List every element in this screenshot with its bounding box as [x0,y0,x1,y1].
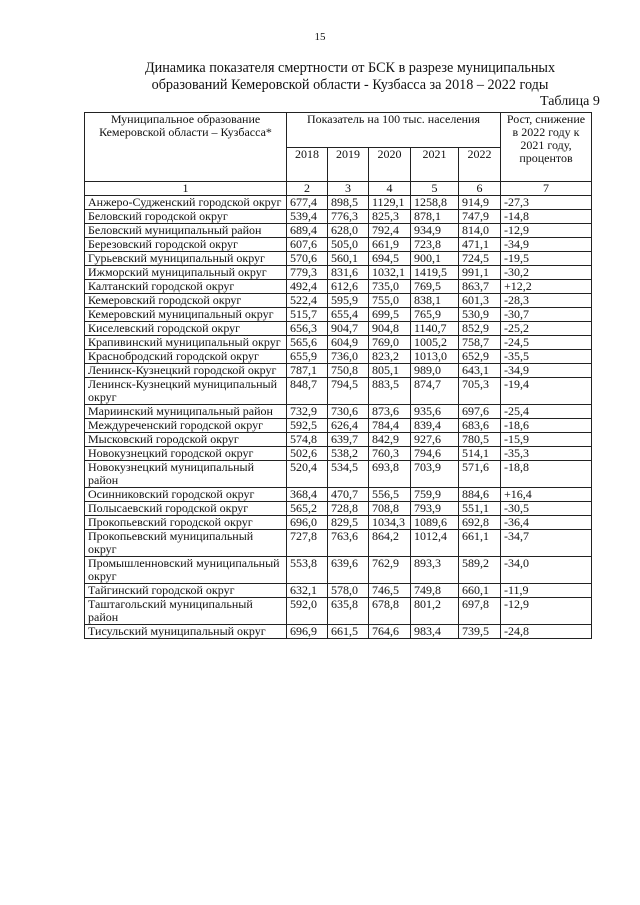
value-2022-cell: 661,1 [459,530,501,557]
municipality-name-cell: Калтанский городской округ [85,280,287,294]
value-2018-cell: 520,4 [287,461,328,488]
municipality-name-cell: Кемеровский муниципальный округ [85,308,287,322]
value-2021-cell: 839,4 [411,419,459,433]
value-2021-cell: 934,9 [411,224,459,238]
header-year: 2019 [328,147,369,182]
value-2019-cell: 534,5 [328,461,369,488]
value-2019-cell: 628,0 [328,224,369,238]
value-2019-cell: 661,5 [328,625,369,639]
value-2022-cell: 747,9 [459,210,501,224]
table-row [85,238,592,252]
value-2022-cell: 724,5 [459,252,501,266]
value-2018-cell: 553,8 [287,557,328,584]
table-row [85,322,592,336]
table-row [85,280,592,294]
change-cell: -28,3 [501,294,592,308]
table-row [85,598,592,625]
municipality-name-cell: Кемеровский городской округ [85,294,287,308]
value-2021-cell: 1012,4 [411,530,459,557]
table-row [85,350,592,364]
title-line-1: Динамика показателя смертности от БСК в разрезе муниципальных [144,60,556,76]
value-2019-cell: 655,4 [328,308,369,322]
value-2022-cell: 660,1 [459,584,501,598]
table-row [85,294,592,308]
value-2019-cell: 736,0 [328,350,369,364]
value-2021-cell: 759,9 [411,488,459,502]
value-2019-cell: 560,1 [328,252,369,266]
municipality-name-cell: Беловский городской округ [85,210,287,224]
value-2022-cell: 530,9 [459,308,501,322]
value-2022-cell: 705,3 [459,378,501,405]
change-cell: +12,2 [501,280,592,294]
value-2018-cell: 656,3 [287,322,328,336]
value-2021-cell: 723,8 [411,238,459,252]
value-2019-cell: 730,6 [328,405,369,419]
value-2021-cell: 801,2 [411,598,459,625]
value-2020-cell: 699,5 [369,308,411,322]
value-2022-cell: 589,2 [459,557,501,584]
change-cell: -35,3 [501,447,592,461]
value-2018-cell: 539,4 [287,210,328,224]
table-row [85,461,592,488]
change-cell: -19,4 [501,378,592,405]
value-2018-cell: 492,4 [287,280,328,294]
value-2021-cell: 1005,2 [411,336,459,350]
value-2020-cell: 1034,3 [369,516,411,530]
value-2020-cell: 873,6 [369,405,411,419]
change-cell: -15,9 [501,433,592,447]
table-row [85,488,592,502]
municipality-name-cell: Промышленновский муниципальный округ [85,557,287,584]
change-cell: -27,3 [501,196,592,210]
value-2021-cell: 900,1 [411,252,459,266]
value-2021-cell: 878,1 [411,210,459,224]
value-2020-cell: 784,4 [369,419,411,433]
value-2021-cell: 1089,6 [411,516,459,530]
value-2021-cell: 793,9 [411,502,459,516]
value-2020-cell: 764,6 [369,625,411,639]
change-cell: +16,4 [501,488,592,502]
value-2019-cell: 639,7 [328,433,369,447]
municipality-name-cell: Анжеро-Судженский городской округ [85,196,287,210]
value-2019-cell: 750,8 [328,364,369,378]
change-cell: -34,9 [501,364,592,378]
value-2022-cell: 652,9 [459,350,501,364]
municipality-name-cell: Тисульский муниципальный округ [85,625,287,639]
value-2021-cell: 1140,7 [411,322,459,336]
value-2018-cell: 632,1 [287,584,328,598]
value-2018-cell: 607,6 [287,238,328,252]
table-row [85,584,592,598]
value-2022-cell: 991,1 [459,266,501,280]
value-2022-cell: 471,1 [459,238,501,252]
value-2020-cell: 556,5 [369,488,411,502]
value-2022-cell: 863,7 [459,280,501,294]
value-2020-cell: 864,2 [369,530,411,557]
value-2020-cell: 755,0 [369,294,411,308]
value-2018-cell: 727,8 [287,530,328,557]
table-row [85,502,592,516]
value-2019-cell: 776,3 [328,210,369,224]
header-year: 2022 [459,147,501,182]
value-2022-cell: 643,1 [459,364,501,378]
table-row [85,308,592,322]
municipality-name-cell: Ижморский муниципальный округ [85,266,287,280]
value-2022-cell: 683,6 [459,419,501,433]
value-2022-cell: 697,6 [459,405,501,419]
value-2020-cell: 823,2 [369,350,411,364]
value-2022-cell: 852,9 [459,322,501,336]
value-2021-cell: 935,6 [411,405,459,419]
value-2020-cell: 762,9 [369,557,411,584]
value-2019-cell: 470,7 [328,488,369,502]
municipality-name-cell: Новокузнецкий муниципальный район [85,461,287,488]
value-2018-cell: 522,4 [287,294,328,308]
value-2019-cell: 763,6 [328,530,369,557]
change-cell: -18,8 [501,461,592,488]
value-2018-cell: 696,9 [287,625,328,639]
municipality-name-cell: Мысковский городской округ [85,433,287,447]
change-cell: -18,6 [501,419,592,433]
value-2018-cell: 565,6 [287,336,328,350]
value-2021-cell: 1258,8 [411,196,459,210]
value-2019-cell: 898,5 [328,196,369,210]
value-2020-cell: 746,5 [369,584,411,598]
change-cell: -12,9 [501,224,592,238]
table-title [110,60,590,94]
municipality-name-cell: Прокопьевский городской округ [85,516,287,530]
mortality-table [84,112,592,639]
table-row [85,530,592,557]
change-cell: -34,7 [501,530,592,557]
value-2019-cell: 829,5 [328,516,369,530]
value-2020-cell: 678,8 [369,598,411,625]
value-2022-cell: 571,6 [459,461,501,488]
value-2019-cell: 595,9 [328,294,369,308]
table-label: Таблица 9 [540,94,600,109]
value-2018-cell: 515,7 [287,308,328,322]
column-index: 2 [287,182,328,196]
municipality-name-cell: Киселевский городской округ [85,322,287,336]
value-2020-cell: 769,0 [369,336,411,350]
value-2021-cell: 749,8 [411,584,459,598]
change-cell: -30,7 [501,308,592,322]
municipality-name-cell: Крапивинский муниципальный округ [85,336,287,350]
header-year: 2018 [287,147,328,182]
value-2018-cell: 592,0 [287,598,328,625]
change-cell: -25,4 [501,405,592,419]
value-2021-cell: 989,0 [411,364,459,378]
municipality-name-cell: Таштагольский муниципальный район [85,598,287,625]
table-row [85,364,592,378]
value-2019-cell: 505,0 [328,238,369,252]
value-2021-cell: 703,9 [411,461,459,488]
table-row [85,266,592,280]
value-2019-cell: 604,9 [328,336,369,350]
value-2021-cell: 765,9 [411,308,459,322]
column-index: 6 [459,182,501,196]
value-2018-cell: 787,1 [287,364,328,378]
value-2022-cell: 814,0 [459,224,501,238]
value-2019-cell: 639,6 [328,557,369,584]
value-2021-cell: 769,5 [411,280,459,294]
change-cell: -24,8 [501,625,592,639]
value-2018-cell: 779,3 [287,266,328,280]
value-2020-cell: 1032,1 [369,266,411,280]
municipality-name-cell: Беловский муниципальный район [85,224,287,238]
value-2020-cell: 760,3 [369,447,411,461]
value-2018-cell: 732,9 [287,405,328,419]
value-2020-cell: 825,3 [369,210,411,224]
header-year: 2020 [369,147,411,182]
municipality-name-cell: Полысаевский городской округ [85,502,287,516]
municipality-name-cell: Осинниковский городской округ [85,488,287,502]
value-2020-cell: 883,5 [369,378,411,405]
change-cell: -19,5 [501,252,592,266]
municipality-name-cell: Междуреченский городской округ [85,419,287,433]
table-row [85,224,592,238]
column-index: 4 [369,182,411,196]
value-2022-cell: 692,8 [459,516,501,530]
municipality-name-cell: Краснобродский городской округ [85,350,287,364]
value-2020-cell: 708,8 [369,502,411,516]
value-2022-cell: 780,5 [459,433,501,447]
value-2018-cell: 368,4 [287,488,328,502]
value-2022-cell: 739,5 [459,625,501,639]
value-2020-cell: 694,5 [369,252,411,266]
value-2018-cell: 689,4 [287,224,328,238]
page-number: 15 [314,31,326,43]
value-2021-cell: 927,6 [411,433,459,447]
table-row [85,210,592,224]
value-2021-cell: 874,7 [411,378,459,405]
change-cell: -24,5 [501,336,592,350]
municipality-name-cell: Прокопьевский муниципальный округ [85,530,287,557]
value-2020-cell: 904,8 [369,322,411,336]
change-cell: -36,4 [501,516,592,530]
header-indicator: Показатель на 100 тыс. населения [287,113,501,148]
municipality-name-cell: Новокузнецкий городской округ [85,447,287,461]
value-2022-cell: 884,6 [459,488,501,502]
municipality-name-cell: Гурьевский муниципальный округ [85,252,287,266]
table-row [85,252,592,266]
value-2020-cell: 1129,1 [369,196,411,210]
column-index: 5 [411,182,459,196]
change-cell: -11,9 [501,584,592,598]
municipality-name-cell: Тайгинский городской округ [85,584,287,598]
header-year: 2021 [411,147,459,182]
value-2022-cell: 551,1 [459,502,501,516]
value-2019-cell: 831,6 [328,266,369,280]
value-2019-cell: 578,0 [328,584,369,598]
value-2020-cell: 792,4 [369,224,411,238]
value-2021-cell: 983,4 [411,625,459,639]
header-growth: Рост, снижение в 2022 году к 2021 году, процентов [501,113,592,182]
table-row [85,625,592,639]
change-cell: -25,2 [501,322,592,336]
value-2019-cell: 635,8 [328,598,369,625]
change-cell: -34,9 [501,238,592,252]
value-2018-cell: 592,5 [287,419,328,433]
value-2020-cell: 661,9 [369,238,411,252]
change-cell: -30,5 [501,502,592,516]
municipality-name-cell: Ленинск-Кузнецкий муниципальный округ [85,378,287,405]
value-2018-cell: 655,9 [287,350,328,364]
value-2020-cell: 735,0 [369,280,411,294]
value-2019-cell: 626,4 [328,419,369,433]
value-2018-cell: 565,2 [287,502,328,516]
value-2021-cell: 794,6 [411,447,459,461]
change-cell: -14,8 [501,210,592,224]
column-index: 1 [85,182,287,196]
table-row [85,196,592,210]
value-2020-cell: 693,8 [369,461,411,488]
value-2018-cell: 502,6 [287,447,328,461]
table-body [85,196,592,639]
change-cell: -34,0 [501,557,592,584]
value-2020-cell: 842,9 [369,433,411,447]
column-index: 7 [501,182,592,196]
table-row [85,419,592,433]
municipality-name-cell: Мариинский муниципальный район [85,405,287,419]
value-2019-cell: 728,8 [328,502,369,516]
value-2018-cell: 570,6 [287,252,328,266]
value-2019-cell: 904,7 [328,322,369,336]
value-2021-cell: 893,3 [411,557,459,584]
value-2019-cell: 794,5 [328,378,369,405]
value-2021-cell: 838,1 [411,294,459,308]
value-2018-cell: 574,8 [287,433,328,447]
value-2020-cell: 805,1 [369,364,411,378]
value-2022-cell: 514,1 [459,447,501,461]
value-2018-cell: 696,0 [287,516,328,530]
title-line-2: образований Кемеровской области - Кузбасса за 2018 – 2022 годы [151,77,549,93]
table-row [85,336,592,350]
header-municipality: Муниципальное образование Кемеровской области – Кузбасса* [85,113,287,182]
table-row [85,378,592,405]
change-cell: -35,5 [501,350,592,364]
value-2022-cell: 601,3 [459,294,501,308]
column-index: 3 [328,182,369,196]
table-row [85,405,592,419]
value-2022-cell: 697,8 [459,598,501,625]
table-row [85,433,592,447]
change-cell: -12,9 [501,598,592,625]
table-row [85,447,592,461]
value-2018-cell: 677,4 [287,196,328,210]
value-2021-cell: 1013,0 [411,350,459,364]
table-row [85,516,592,530]
value-2019-cell: 538,2 [328,447,369,461]
value-2019-cell: 612,6 [328,280,369,294]
change-cell: -30,2 [501,266,592,280]
table-row [85,557,592,584]
value-2022-cell: 758,7 [459,336,501,350]
municipality-name-cell: Березовский городской округ [85,238,287,252]
municipality-name-cell: Ленинск-Кузнецкий городской округ [85,364,287,378]
value-2021-cell: 1419,5 [411,266,459,280]
value-2022-cell: 914,9 [459,196,501,210]
value-2018-cell: 848,7 [287,378,328,405]
